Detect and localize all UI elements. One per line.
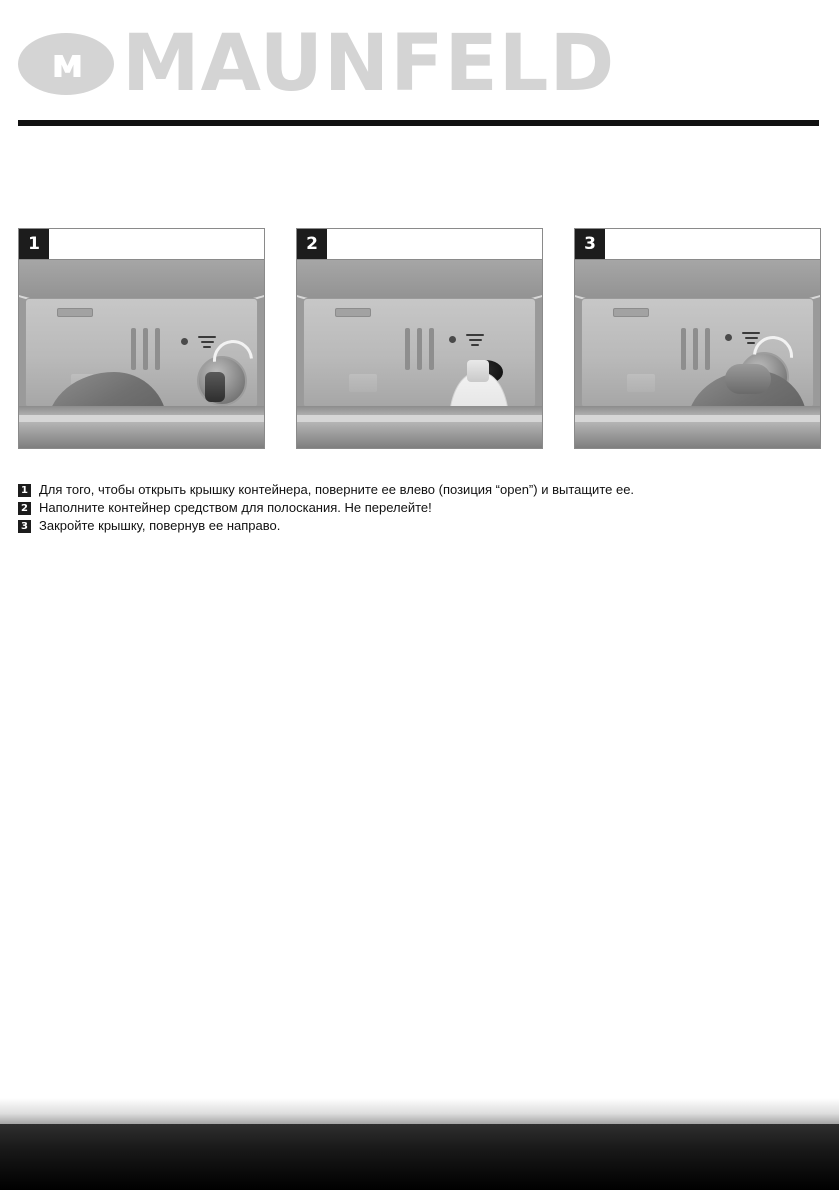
step-image-strip <box>18 228 821 449</box>
panel-indicator-dot <box>181 338 188 345</box>
step-number-badge: 1 <box>19 229 49 259</box>
step-card <box>574 228 821 449</box>
panel-latch <box>57 308 93 317</box>
bottle-neck <box>467 360 489 382</box>
vent-slot <box>681 328 686 370</box>
header-divider <box>18 120 819 126</box>
finger <box>725 364 771 394</box>
footer-gloss <box>0 1098 839 1124</box>
vent-slot <box>405 328 410 370</box>
vent-slot <box>143 328 148 370</box>
door-seal-edge <box>297 415 542 422</box>
level-marks-icon <box>465 334 485 348</box>
instruction-text: Наполните контейнер средством для полоскания. Не перелейте! <box>39 500 432 515</box>
step-card <box>296 228 543 449</box>
vent-slot <box>429 328 434 370</box>
list-item <box>18 500 821 516</box>
step-header <box>297 229 542 260</box>
step-badge: 2 <box>18 502 31 515</box>
cap-grip <box>205 372 225 402</box>
maunfeld-logo-icon <box>18 27 114 101</box>
panel-latch <box>613 308 649 317</box>
lower-basket-area <box>297 406 542 448</box>
step-badge: 1 <box>18 484 31 497</box>
step-badge: 3 <box>18 520 31 533</box>
step-photo <box>575 260 820 448</box>
lower-basket-area <box>575 406 820 448</box>
brand-name: MAUNFELD <box>122 19 616 109</box>
step-header <box>19 229 264 260</box>
panel-indicator-dot <box>449 336 456 343</box>
level-marks-icon <box>197 336 217 350</box>
door-seal-edge <box>19 415 264 422</box>
vent-slot <box>705 328 710 370</box>
step-header <box>575 229 820 260</box>
vent-slot <box>693 328 698 370</box>
footer-band <box>0 1124 839 1190</box>
list-item <box>18 518 821 534</box>
step-photo <box>297 260 542 448</box>
logo-m-glyph: м <box>51 41 81 87</box>
panel-logo-emboss <box>349 374 377 392</box>
step-card <box>18 228 265 449</box>
vent-slot <box>417 328 422 370</box>
list-item <box>18 482 821 498</box>
lower-basket-area <box>19 406 264 448</box>
door-seal-edge <box>575 415 820 422</box>
panel-latch <box>335 308 371 317</box>
step-photo <box>19 260 264 448</box>
vent-slot <box>131 328 136 370</box>
step-number-badge: 2 <box>297 229 327 259</box>
step-number-badge: 3 <box>575 229 605 259</box>
panel-indicator-dot <box>725 334 732 341</box>
panel-logo-emboss <box>627 374 655 392</box>
instruction-list <box>18 482 821 536</box>
instruction-text: Для того, чтобы открыть крышку контейнера, поверните ее влево (позиция “open”) и вытащите ее. <box>39 482 635 497</box>
vent-slot <box>155 328 160 370</box>
brand-header <box>18 18 821 110</box>
instruction-text: Закройте крышку, повернув ее направо. <box>39 518 281 533</box>
